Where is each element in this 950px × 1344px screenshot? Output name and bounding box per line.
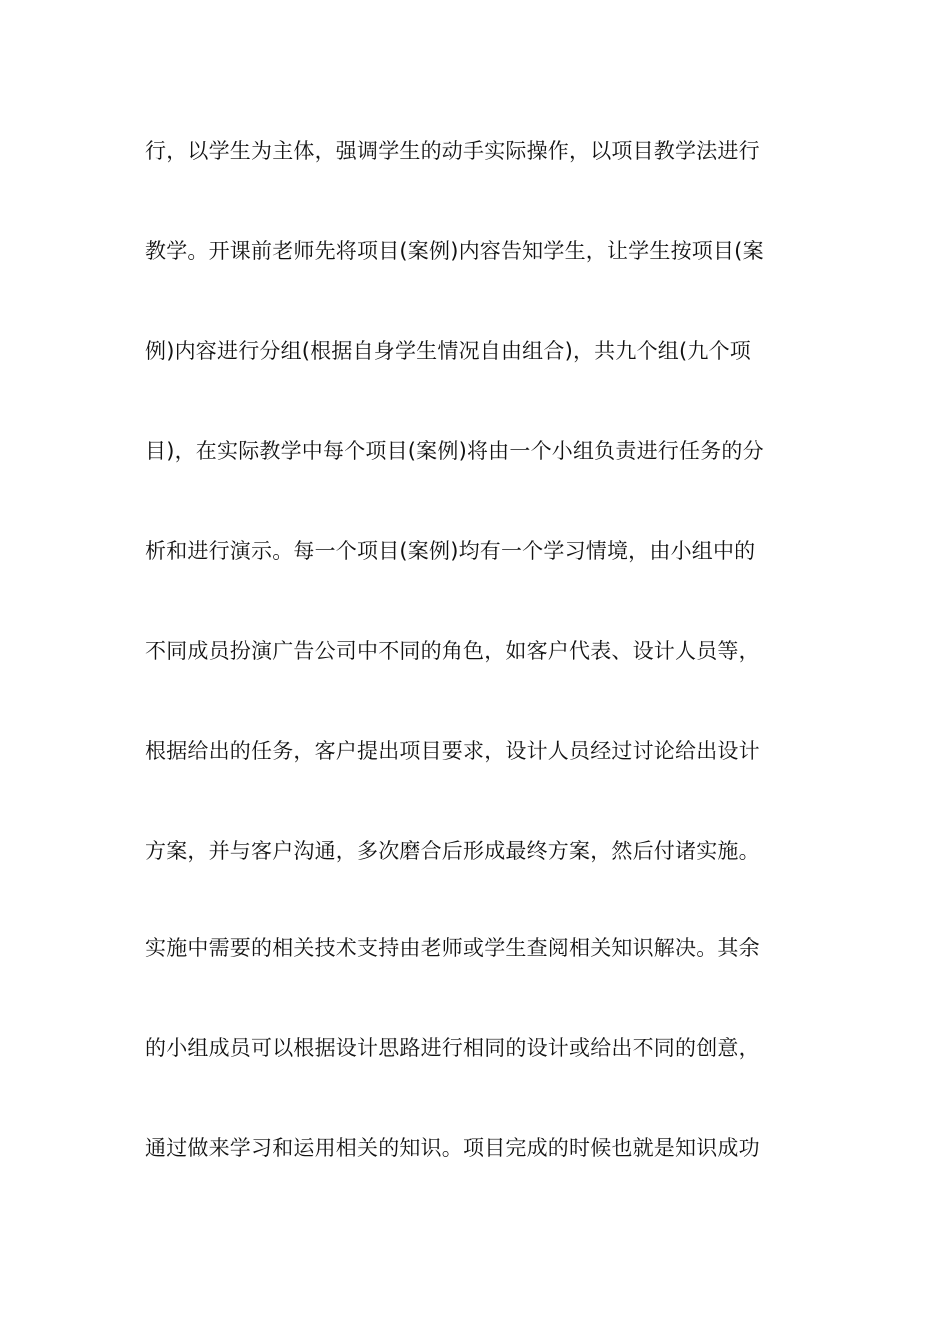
paragraph-line: 行，以学生为主体，强调学生的动手实际操作，以项目教学法进行 <box>145 139 760 163</box>
paragraph-line: 通过做来学习和运用相关的知识。项目完成的时候也就是知识成功 <box>145 1136 760 1160</box>
paragraph-line: 根据给出的任务，客户提出项目要求，设计人员经过讨论给出设计 <box>145 739 760 763</box>
paragraph-line: 方案，并与客户沟通，多次磨合后形成最终方案，然后付诸实施。 <box>145 839 760 863</box>
paragraph-line: 析和进行演示。每一个项目(案例)均有一个学习情境，由小组中的 <box>145 539 756 563</box>
paragraph-line: 实施中需要的相关技术支持由老师或学生查阅相关知识解决。其余 <box>145 936 760 960</box>
paragraph-line: 例)内容进行分组(根据自身学生情况自由组合)，共九个组(九个项 <box>145 339 751 363</box>
paragraph-line: 的小组成员可以根据设计思路进行相同的设计或给出不同的创意， <box>145 1036 760 1060</box>
paragraph-line: 不同成员扮演广告公司中不同的角色，如客户代表、设计人员等， <box>145 639 760 663</box>
paragraph-line: 教学。开课前老师先将项目(案例)内容告知学生，让学生按项目(案 <box>145 239 764 263</box>
paragraph-line: 目)，在实际教学中每个项目(案例)将由一个小组负责进行任务的分 <box>145 439 764 463</box>
